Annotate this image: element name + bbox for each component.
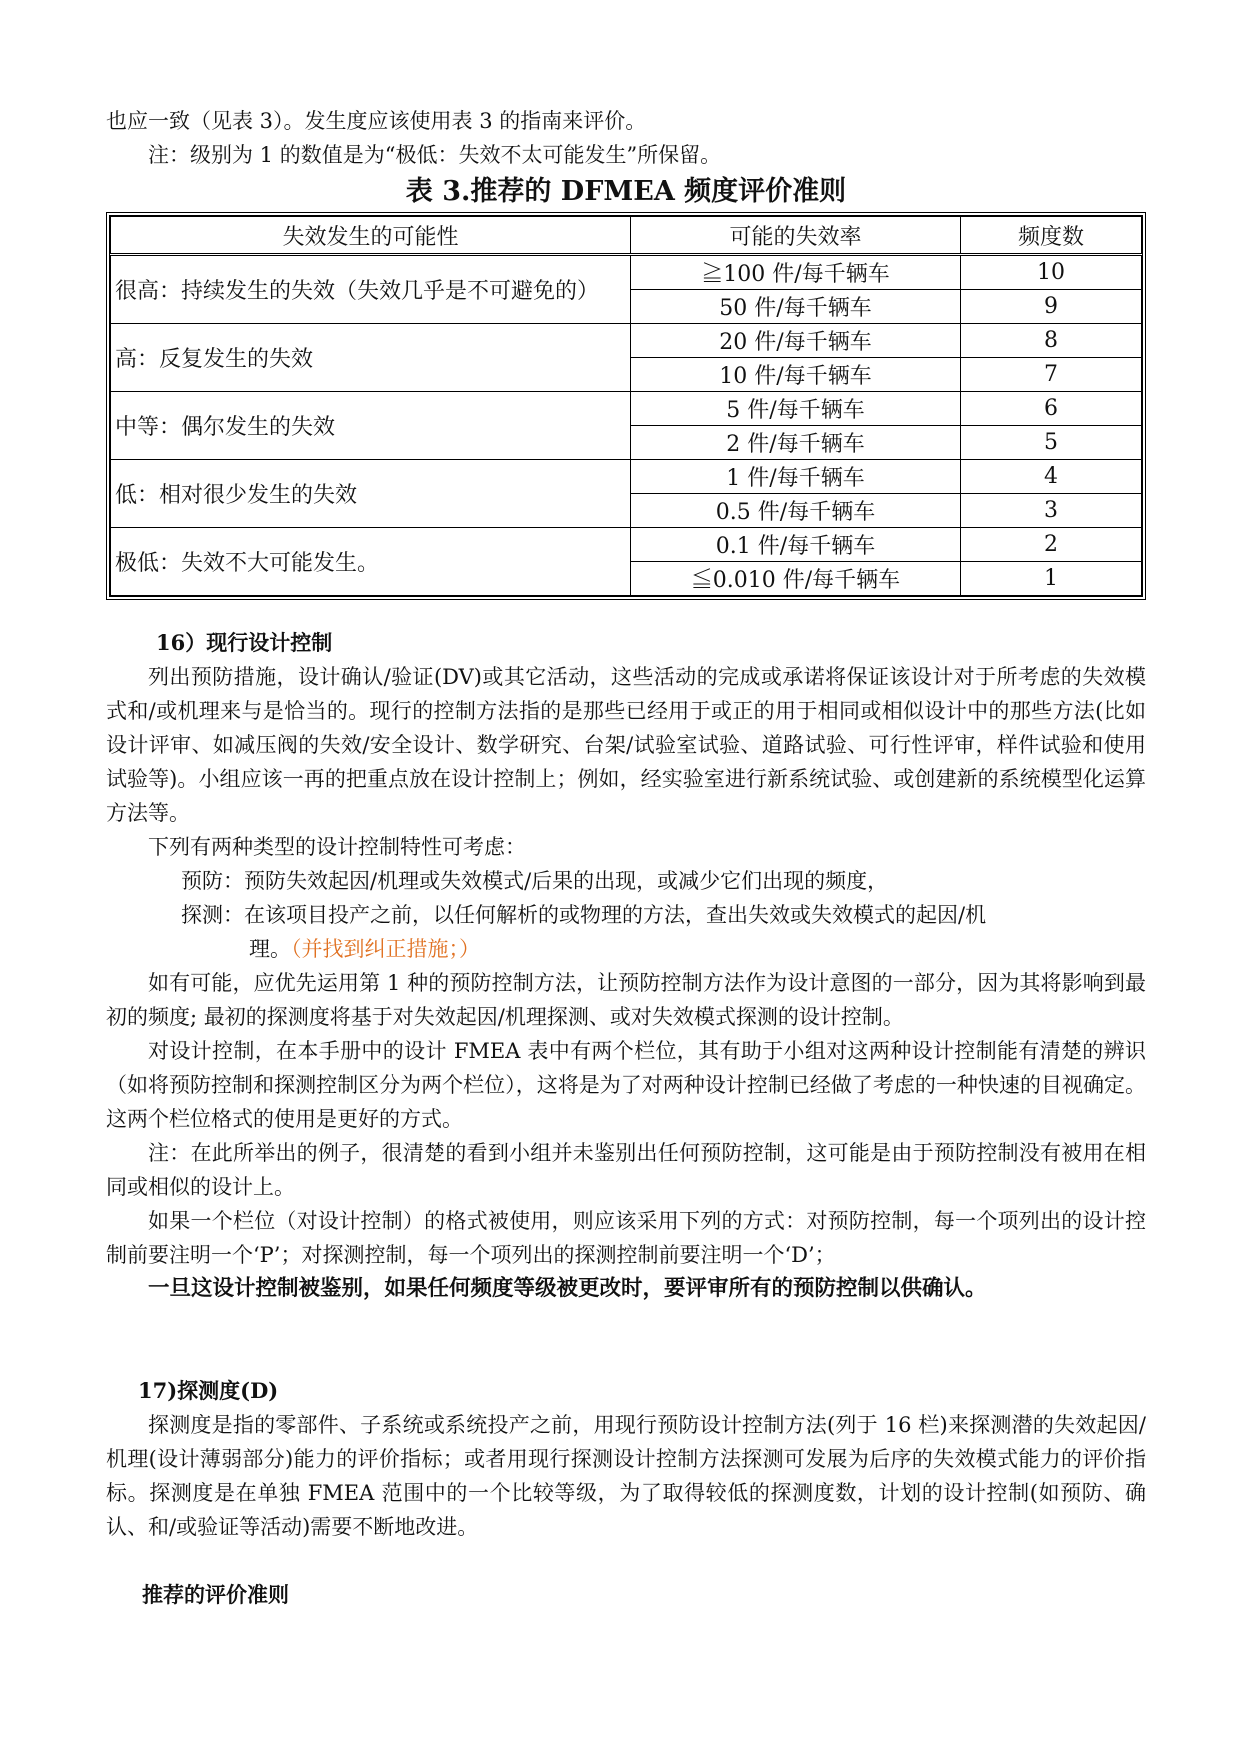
score-cell: 1 (961, 562, 1142, 596)
header-likelihood: 失效发生的可能性 (111, 217, 631, 255)
header-failure-rate: 可能的失效率 (631, 217, 961, 255)
likelihood-cell: 极低：失效不大可能发生。 (111, 528, 631, 596)
likelihood-cell: 低：相对很少发生的失效 (111, 460, 631, 528)
corrective-action-note: （并找到纠正措施；） (291, 937, 480, 961)
rate-cell: 0.1 件/每千辆车 (631, 528, 961, 562)
table-row (111, 460, 1142, 494)
table-row (111, 324, 1142, 358)
table-title: 表 3.推荐的 DFMEA 频度评价准则 (405, 176, 847, 207)
section-16-paragraph-6: 如果一个栏位（对设计控制）的格式被使用，则应该采用下列的方式：对预防控制，每一个项列出的设计控制前要注明一个‘P’；对探测控制，每一个项列出的探测控制前要注明一个‘D’； (106, 1209, 1146, 1267)
score-cell: 4 (961, 460, 1142, 494)
document-page (106, 104, 1146, 1612)
table-row (111, 392, 1142, 426)
section-16-heading: 16）现行设计控制 (156, 630, 333, 655)
rate-cell: 5 件/每千辆车 (631, 392, 961, 426)
likelihood-cell: 高：反复发生的失效 (111, 324, 631, 392)
detection-item-continued (106, 932, 1146, 966)
score-cell: 8 (961, 324, 1142, 358)
rate-cell: 1 件/每千辆车 (631, 460, 961, 494)
rate-cell: ≧100 件/每千辆车 (631, 255, 961, 290)
score-cell: 6 (961, 392, 1142, 426)
section-16-bold-statement: 一旦这设计控制被鉴别，如果任何频度等级被更改时，要评审所有的预防控制以供确认。 (148, 1276, 987, 1301)
criteria-heading: 推荐的评价准则 (142, 1582, 289, 1607)
table-row (111, 528, 1142, 562)
section-16-paragraph-1: 列出预防措施，设计确认/验证(DV)或其它活动，这些活动的完成或承诺将保证该设计对于所考虑的失效模式和/或机理来与是恰当的。现行的控制方法指的是那些已经用于或正的用于相同或相似设计中的那些方法(比如设计评审、如减压阀的失效/安全设计、数学研究、台架/试验室试验、道路试验、可行性评审，样件试验和使用试验等)。小组应该一再的把重点放在设计控制上；例如，经实验室进行新系统试验、或创建新的系统模型化运算方法等。 (106, 665, 1146, 825)
detection-item-tail: 理。 (249, 937, 291, 961)
score-cell: 3 (961, 494, 1142, 528)
rate-cell: ≦0.010 件/每千辆车 (631, 562, 961, 596)
section-16-paragraph-2: 下列有两种类型的设计控制特性可考虑： (148, 835, 526, 859)
prevention-item: 预防：预防失效起因/机理或失效模式/后果的出现，或减少它们出现的频度， (181, 869, 889, 893)
section-17-paragraph-1: 探测度是指的零部件、子系统或系统投产之前，用现行预防设计控制方法(列于 16 栏)来探测潜的失效起因/机理(设计薄弱部分)能力的评价指标；或者用现行探测设计控制方法探测可发展为后序的失效模式能力的评价指标。探测度是在单独 FMEA 范围中的一个比较等级，为了取得较低的探测度数，计划的设计控制(如预防、确认、和/或验证等活动)需要不断地改进。 (106, 1413, 1146, 1539)
detection-item: 探测：在该项目投产之前，以任何解析的或物理的方法，查出失效或失效模式的起因/机 (181, 903, 987, 927)
rate-cell: 0.5 件/每千辆车 (631, 494, 961, 528)
frequency-table (110, 216, 1142, 596)
section-16-note: 注：在此所举出的例子，很清楚的看到小组并未鉴别出任何预防控制，这可能是由于预防控制没有被用在相同或相似的设计上。 (106, 1141, 1146, 1199)
score-cell: 9 (961, 290, 1142, 324)
likelihood-cell: 很高：持续发生的失效（失效几乎是不可避免的） (111, 255, 631, 324)
rate-cell: 10 件/每千辆车 (631, 358, 961, 392)
section-16-paragraph-4: 对设计控制，在本手册中的设计 FMEA 表中有两个栏位，其有助于小组对这两种设计控制能有清楚的辨识（如将预防控制和探测控制区分为两个栏位），这将是为了对两种设计控制已经做了考虑的一种快速的目视确定。这两个栏位格式的使用是更好的方式。 (106, 1039, 1146, 1131)
intro-line-1: 也应一致（见表 3）。发生度应该使用表 3 的指南来评价。 (106, 109, 647, 133)
intro-note: 注：级别为 1 的数值是为“极低：失效不太可能发生”所保留。 (148, 143, 722, 167)
rate-cell: 2 件/每千辆车 (631, 426, 961, 460)
rate-cell: 20 件/每千辆车 (631, 324, 961, 358)
frequency-table-frame (106, 212, 1146, 600)
table-header-row (111, 217, 1142, 255)
score-cell: 5 (961, 426, 1142, 460)
score-cell: 10 (961, 255, 1142, 290)
rate-cell: 50 件/每千辆车 (631, 290, 961, 324)
section-16-paragraph-3: 如有可能，应优先运用第 1 种的预防控制方法，让预防控制方法作为设计意图的一部分，因为其将影响到最初的频度; 最初的探测度将基于对失效起因/机理探测、或对失效模式探测的设计控制。 (106, 971, 1146, 1029)
score-cell: 2 (961, 528, 1142, 562)
table-row (111, 255, 1142, 290)
section-17-heading: 17)探测度(D) (138, 1378, 279, 1403)
likelihood-cell: 中等：偶尔发生的失效 (111, 392, 631, 460)
header-occurrence-score: 频度数 (961, 217, 1142, 255)
score-cell: 7 (961, 358, 1142, 392)
